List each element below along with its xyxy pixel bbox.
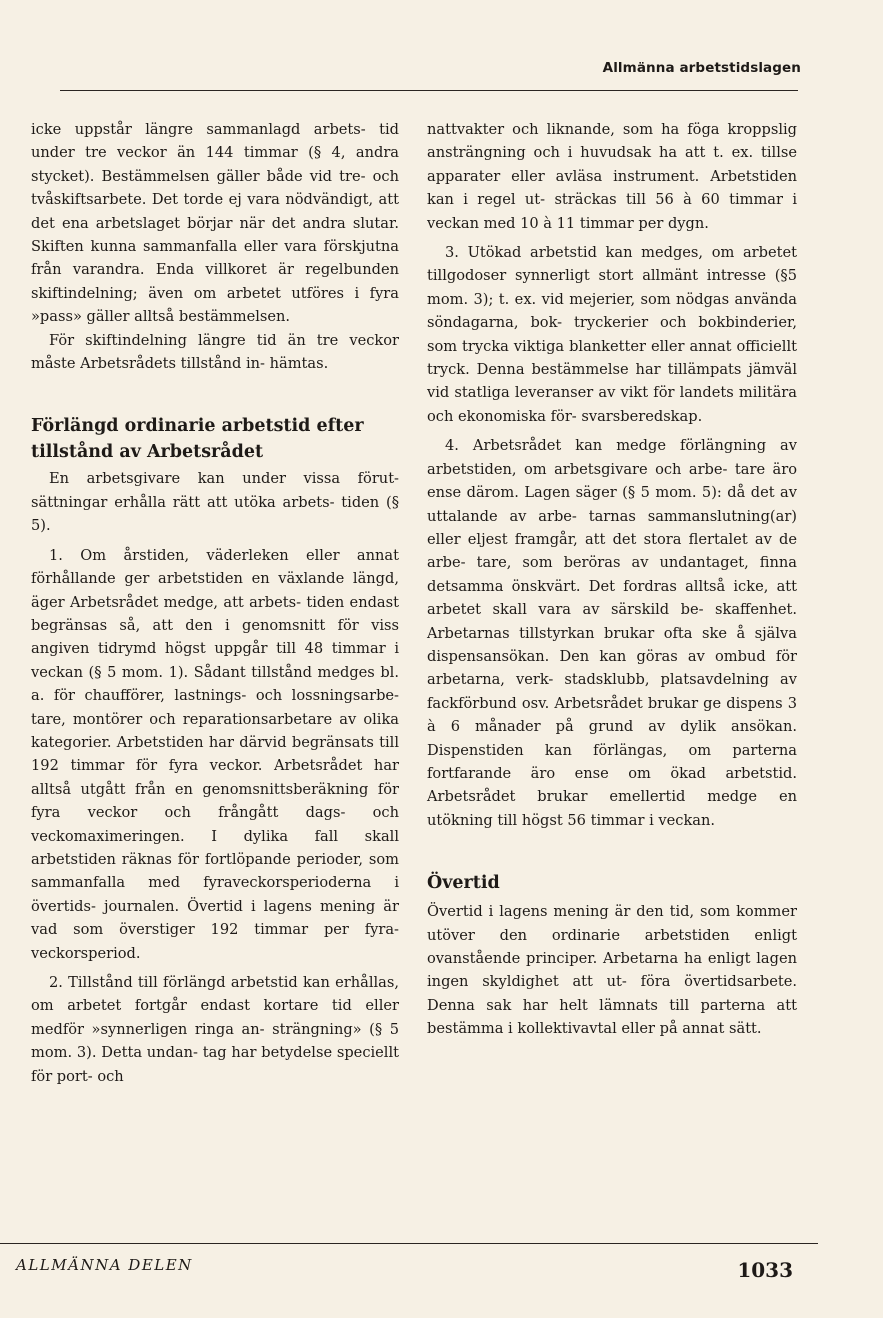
page-number: 1033 <box>737 1258 793 1282</box>
paragraph: 4. Arbetsrådet kan medge förlängning av arbetstiden, om arbetsgivare och arbe- tare äro ense därom. Lagen säger (§ 5 mom. 5): då det av uttalande av arbe- tarnas sammanslutning(ar) eller eljest framgår, att det stora flertalet av de arbe- tare, som beröras av undantaget, finna detsamma önskvärt. Det fordras alltså icke, att arbetet skall vara av särskild be- skaffenhet. Arbetarnas tillstyrkan brukar ofta ske å själva dispensansökan. Den kan göras av ombud för arbetarna, verk- stadsklubb, platsavdelning av fackförbund osv. Arbetsrådet brukar ge dispens 3 à 6 månader på grund av dylik ansökan. Dispenstiden kan förlängas, om parterna fortfarande äro ense om ökad arbetstid. Arbetsrådet brukar emellertid medge en utökning till högst 56 timmar i veckan. <box>427 437 797 829</box>
paragraph: nattvakter och liknande, som ha föga kroppslig ansträngning och i huvudsak ha att t. ex. tillse apparater eller avläsa instrument. Arbetstiden kan i regel ut- sträckas till 56 à 60 timmar i veckan med 10 à 11 timmar per dygn. <box>427 121 797 232</box>
left-column <box>31 118 399 1088</box>
running-title: Allmänna arbetstidslagen <box>602 60 801 76</box>
paragraph: För skiftindelning längre tid än tre veckor måste Arbetsrådets tillstånd in- hämtas. <box>31 331 399 373</box>
footer-rule <box>0 1243 818 1244</box>
paragraph: 1. Om årstiden, väderleken eller annat förhållande ger arbetstiden en växlande längd, äger Arbetsrådet medge, att arbets- tiden endast begränsas så, att den i genomsnitt för viss angiven tidrymd högst uppgår till 48 timmar i veckan (§ 5 mom. 1). Sådant tillstånd medges bl. a. för chaufförer, lastnings- och lossningsarbe- tare, montörer och reparationsarbetare av olika kategorier. Arbetstiden har därvid begränsats till 192 timmar för fyra veckor. Arbetsrådet har alltså utgått från en genomsnittsberäkning för fyra veckor och frångått dags- och veckomaximeringen. I dylika fall skall arbetstiden räknas för fortlöpande perioder, som sammanfalla med fyraveckorsperioderna i övertids- journalen. Övertid i lagens mening är vad som överstiger 192 timmar per fyra- veckorsperiod. <box>31 546 399 962</box>
paragraph: Övertid i lagens mening är den tid, som kommer utöver den ordinarie arbetstiden enligt ovanstående principer. Arbetarna ha enligt lagen ingen skyldighet att ut- föra övertidsarbete. Denna sak har helt lämnats till parterna att bestämma i kollektivavtal eller på annat sätt. <box>427 903 797 1038</box>
section-heading-forlangd: Förlängd ordinarie arbetstid efter tillstånd av Arbetsrådet <box>31 416 364 463</box>
right-column <box>427 118 797 1041</box>
section-heading-overtid: Övertid <box>427 873 500 894</box>
header-rule <box>60 90 798 91</box>
paragraph: icke uppstår längre sammanlagd arbets- tid under tre veckor än 144 timmar (§ 4, andra stycket). Bestämmelsen gäller både vid tre- och tvåskiftsarbete. Det torde ej vara nödvändigt, att det ena arbetslaget börjar när det andra slutar. Skiften kunna sammanfalla eller vara förskjutna från varandra. Enda villkoret är regelbunden skiftindelning; även om arbetet utföres i fyra »pass» gäller alltså bestämmelsen. <box>31 121 399 326</box>
paragraph: 2. Tillstånd till förlängd arbetstid kan erhållas, om arbetet fortgår endast kortare tid eller medför »synnerligen ringa an- strängning» (§ 5 mom. 3). Detta undan- tag har betydelse speciellt för port- och <box>31 974 399 1085</box>
paragraph: 3. Utökad arbetstid kan medges, om arbetet tillgodoser synnerligt stort allmänt intresse (§5 mom. 3); t. ex. vid mejerier, som nödgas använda söndagarna, bok- tryckerier och bokbinderier, som trycka viktiga blanketter eller annat officiellt tryck. Denna bestämmelse har tillämpats jämväl vid statliga leveranser av vikt för landets militära och ekonomiska för- svarsberedskap. <box>427 244 797 425</box>
footer-section: ALLMÄNNA DELEN <box>16 1256 193 1274</box>
paragraph: En arbetsgivare kan under vissa förut- sättningar erhålla rätt att utöka arbets- tiden (§ 5). <box>31 470 399 535</box>
